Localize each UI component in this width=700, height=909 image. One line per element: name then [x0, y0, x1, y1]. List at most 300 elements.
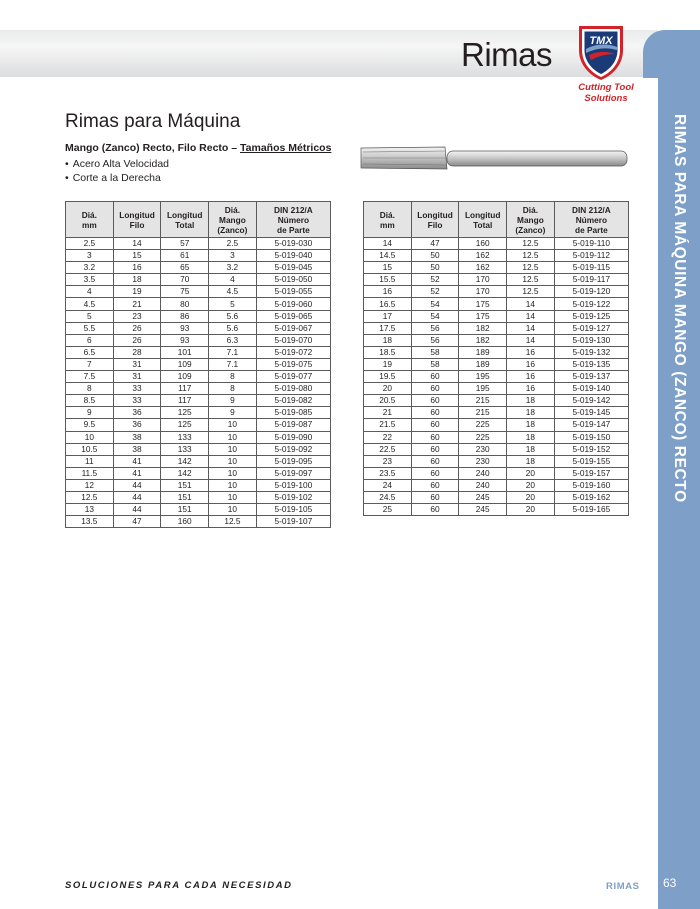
table-cell: 10 [209, 467, 257, 479]
table-cell: 44 [113, 479, 161, 491]
table-cell: 19 [364, 358, 412, 370]
table-cell: 9.5 [66, 419, 114, 431]
table-cell: 5-019-150 [554, 431, 628, 443]
column-header [209, 202, 257, 238]
table-cell: 5.6 [209, 310, 257, 322]
table-cell: 22.5 [364, 443, 412, 455]
table-cell: 5-019-077 [256, 371, 330, 383]
table-cell: 20 [507, 491, 555, 503]
table-cell: 18 [507, 419, 555, 431]
column-header-line: Diá. [379, 209, 395, 220]
page-title: Rimas [460, 36, 552, 73]
table-cell: 11.5 [66, 467, 114, 479]
column-header-line: Filo [129, 219, 145, 230]
column-header-line: Longitud [417, 209, 453, 220]
table-cell: 151 [161, 504, 209, 516]
table-row [66, 504, 331, 516]
table-cell: 7.5 [66, 371, 114, 383]
table-cell: 151 [161, 479, 209, 491]
column-header-line: de Parte [277, 224, 310, 235]
table-cell: 15.5 [364, 274, 412, 286]
table-cell: 18 [113, 274, 161, 286]
table-cell: 28 [113, 346, 161, 358]
table-cell: 10 [66, 431, 114, 443]
table-cell: 21 [113, 298, 161, 310]
table-row [66, 346, 331, 358]
column-header-line: Mango [219, 214, 246, 225]
table-cell: 18 [507, 407, 555, 419]
table-cell: 31 [113, 358, 161, 370]
table-cell: 93 [161, 322, 209, 334]
section-title: Rimas para Máquina [65, 111, 241, 132]
table-cell: 195 [459, 371, 507, 383]
table-cell: 5-019-130 [554, 334, 628, 346]
table-cell: 50 [411, 262, 459, 274]
table-cell: 36 [113, 419, 161, 431]
table-cell: 41 [113, 455, 161, 467]
table-row [66, 298, 331, 310]
table-cell: 60 [411, 419, 459, 431]
table-row [364, 322, 629, 334]
table-cell: 12.5 [507, 262, 555, 274]
table-cell: 20 [507, 467, 555, 479]
table-cell: 4 [209, 274, 257, 286]
table-cell: 22 [364, 431, 412, 443]
table-row [364, 407, 629, 419]
table-cell: 14 [113, 238, 161, 250]
column-header-line: Total [175, 219, 195, 230]
table-cell: 56 [411, 322, 459, 334]
column-header-line: (Zanco) [515, 224, 546, 235]
table-row [364, 310, 629, 322]
sidebar-top-tab [643, 30, 700, 78]
table-cell: 4 [66, 286, 114, 298]
table-cell: 70 [161, 274, 209, 286]
column-header-line: Diá. [81, 209, 97, 220]
section-subtitle [65, 142, 331, 154]
table-cell: 170 [459, 274, 507, 286]
table-cell: 12.5 [507, 274, 555, 286]
table-cell: 20 [507, 479, 555, 491]
table-cell: 16 [507, 358, 555, 370]
table-cell: 215 [459, 407, 507, 419]
table-cell: 16.5 [364, 298, 412, 310]
table-cell: 60 [411, 504, 459, 516]
table-cell: 14 [364, 238, 412, 250]
table-cell: 5-019-112 [554, 250, 628, 262]
table-cell: 182 [459, 334, 507, 346]
table-cell: 10 [209, 491, 257, 503]
column-header-line: mm [81, 219, 97, 230]
table-cell: 16 [113, 262, 161, 274]
table-cell: 20 [507, 504, 555, 516]
table-cell: 17 [364, 310, 412, 322]
column-header [459, 202, 507, 238]
table-cell: 142 [161, 467, 209, 479]
table-cell: 162 [459, 250, 507, 262]
table-cell: 5.5 [66, 322, 114, 334]
table-cell: 125 [161, 407, 209, 419]
table-cell: 86 [161, 310, 209, 322]
table-cell: 12.5 [66, 491, 114, 503]
table-cell: 151 [161, 491, 209, 503]
table-cell: 10 [209, 431, 257, 443]
reamer-drawing-icon [359, 143, 631, 173]
column-header-line: Total [473, 219, 493, 230]
table-cell: 93 [161, 334, 209, 346]
table-cell: 60 [411, 383, 459, 395]
table-cell: 10 [209, 479, 257, 491]
table-row [364, 491, 629, 503]
table-cell: 3.5 [66, 274, 114, 286]
table-cell: 60 [411, 371, 459, 383]
table-cell: 10 [209, 419, 257, 431]
table-cell: 240 [459, 467, 507, 479]
table-row [66, 395, 331, 407]
table-cell: 6.3 [209, 334, 257, 346]
table-cell: 60 [411, 467, 459, 479]
column-header [113, 202, 161, 238]
table-cell: 33 [113, 395, 161, 407]
table-cell: 80 [161, 298, 209, 310]
table-cell: 33 [113, 383, 161, 395]
table-row [364, 346, 629, 358]
table-cell: 9 [209, 407, 257, 419]
table-cell: 19.5 [364, 371, 412, 383]
table-row [66, 262, 331, 274]
table-cell: 14 [507, 322, 555, 334]
table-cell: 16 [507, 346, 555, 358]
table-row [66, 310, 331, 322]
table-cell: 8 [66, 383, 114, 395]
table-row [364, 383, 629, 395]
table-cell: 16 [364, 286, 412, 298]
table-cell: 5-019-087 [256, 419, 330, 431]
table-cell: 5-019-162 [554, 491, 628, 503]
table-cell: 58 [411, 346, 459, 358]
table-cell: 60 [411, 395, 459, 407]
table-cell: 13.5 [66, 516, 114, 528]
table-cell: 47 [113, 516, 161, 528]
table-cell: 5-019-082 [256, 395, 330, 407]
table-row [66, 407, 331, 419]
column-header-line: Diá. [224, 204, 241, 215]
table-cell: 8.5 [66, 395, 114, 407]
table-row [66, 334, 331, 346]
table-cell: 160 [459, 238, 507, 250]
table-row [66, 479, 331, 491]
table-cell: 14 [507, 310, 555, 322]
table-cell: 26 [113, 322, 161, 334]
table-cell: 5 [209, 298, 257, 310]
table-cell: 52 [411, 274, 459, 286]
table-cell: 182 [459, 322, 507, 334]
table-row [66, 250, 331, 262]
table-cell: 189 [459, 346, 507, 358]
table-cell: 230 [459, 443, 507, 455]
table-cell: 5-019-115 [554, 262, 628, 274]
table-cell: 26 [113, 334, 161, 346]
table-cell: 5-019-160 [554, 479, 628, 491]
table-cell: 117 [161, 383, 209, 395]
table-cell: 17.5 [364, 322, 412, 334]
table-cell: 5-019-117 [554, 274, 628, 286]
table-cell: 5-019-120 [554, 286, 628, 298]
table-row [364, 262, 629, 274]
table-cell: 52 [411, 286, 459, 298]
table-cell: 24 [364, 479, 412, 491]
header-band [0, 30, 658, 77]
table-row [364, 455, 629, 467]
column-header-line: Número [575, 214, 608, 225]
table-cell: 245 [459, 491, 507, 503]
table-cell: 12.5 [507, 250, 555, 262]
table-cell: 60 [411, 431, 459, 443]
table-cell: 109 [161, 371, 209, 383]
table-row [364, 298, 629, 310]
table-cell: 5-019-072 [256, 346, 330, 358]
table-cell: 5-019-075 [256, 358, 330, 370]
table-cell: 14 [507, 298, 555, 310]
reamer-table-right [363, 201, 629, 516]
table-row [66, 238, 331, 250]
table-cell: 2.5 [66, 238, 114, 250]
table-cell: 14.5 [364, 250, 412, 262]
table-cell: 5-019-090 [256, 431, 330, 443]
table-row [364, 238, 629, 250]
table-row [66, 467, 331, 479]
feature-item: • Acero Alta Velocidad [65, 157, 169, 171]
table-row [66, 322, 331, 334]
table-cell: 5-019-080 [256, 383, 330, 395]
table-cell: 125 [161, 419, 209, 431]
tagline-line-1: Cutting Tool [578, 82, 634, 93]
footer-section-label: RIMAS [606, 881, 640, 892]
tagline-line-2: Solutions [584, 93, 628, 104]
footer-slogan: SOLUCIONES PARA CADA NECESIDAD [65, 880, 293, 891]
table-cell: 18 [507, 431, 555, 443]
table-cell: 31 [113, 371, 161, 383]
table-row [66, 358, 331, 370]
column-header-line: Filo [427, 219, 443, 230]
column-header [364, 202, 412, 238]
table-cell: 36 [113, 407, 161, 419]
column-header [256, 202, 330, 238]
table-cell: 5-019-060 [256, 298, 330, 310]
table-cell: 7.1 [209, 358, 257, 370]
table-cell: 54 [411, 310, 459, 322]
table-row [66, 431, 331, 443]
table-cell: 5-019-125 [554, 310, 628, 322]
table-cell: 2.5 [209, 238, 257, 250]
feature-item: • Corte a la Derecha [65, 171, 169, 185]
feature-list [65, 157, 169, 185]
table-cell: 3.2 [209, 262, 257, 274]
table-cell: 61 [161, 250, 209, 262]
table-cell: 4.5 [209, 286, 257, 298]
table-cell: 230 [459, 455, 507, 467]
table-cell: 109 [161, 358, 209, 370]
table-cell: 13 [66, 504, 114, 516]
table-cell: 15 [364, 262, 412, 274]
table-cell: 240 [459, 479, 507, 491]
table-cell: 101 [161, 346, 209, 358]
table-cell: 5-019-142 [554, 395, 628, 407]
column-header [411, 202, 459, 238]
table-cell: 21 [364, 407, 412, 419]
table-cell: 23.5 [364, 467, 412, 479]
table-cell: 25 [364, 504, 412, 516]
table-row [66, 286, 331, 298]
table-cell: 20 [364, 383, 412, 395]
column-header-line: DIN 212/A [572, 204, 611, 215]
table-cell: 38 [113, 443, 161, 455]
table-cell: 5-019-030 [256, 238, 330, 250]
table-cell: 12.5 [209, 516, 257, 528]
table-cell: 8 [209, 371, 257, 383]
table-cell: 18 [507, 395, 555, 407]
table-cell: 117 [161, 395, 209, 407]
table-cell: 6.5 [66, 346, 114, 358]
table-cell: 225 [459, 419, 507, 431]
table-cell: 175 [459, 310, 507, 322]
table-cell: 41 [113, 467, 161, 479]
table-cell: 245 [459, 504, 507, 516]
column-header-line: mm [379, 219, 395, 230]
table-header-row [364, 202, 629, 238]
table-cell: 5-019-050 [256, 274, 330, 286]
column-header-line: Diá. [522, 204, 539, 215]
table-cell: 5-019-137 [554, 371, 628, 383]
table-cell: 7 [66, 358, 114, 370]
table-cell: 18.5 [364, 346, 412, 358]
table-cell: 20.5 [364, 395, 412, 407]
table-cell: 65 [161, 262, 209, 274]
subtitle-main: Mango (Zanco) Recto, Filo Recto – [65, 142, 241, 154]
table-cell: 5-019-110 [554, 238, 628, 250]
table-cell: 5-019-165 [554, 504, 628, 516]
table-cell: 7.1 [209, 346, 257, 358]
table-cell: 15 [113, 250, 161, 262]
table-cell: 5.6 [209, 322, 257, 334]
table-cell: 133 [161, 431, 209, 443]
table-cell: 60 [411, 491, 459, 503]
table-cell: 75 [161, 286, 209, 298]
table-cell: 5-019-152 [554, 443, 628, 455]
table-cell: 5-019-070 [256, 334, 330, 346]
table-cell: 21.5 [364, 419, 412, 431]
tmx-logo-icon [577, 20, 625, 82]
table-row [364, 419, 629, 431]
table-cell: 5-019-045 [256, 262, 330, 274]
table-cell: 50 [411, 250, 459, 262]
table-cell: 5-019-157 [554, 467, 628, 479]
table-row [66, 455, 331, 467]
table-cell: 162 [459, 262, 507, 274]
table-cell: 12.5 [507, 286, 555, 298]
table-cell: 3.2 [66, 262, 114, 274]
table-cell: 225 [459, 431, 507, 443]
table-cell: 54 [411, 298, 459, 310]
table-cell: 11 [66, 455, 114, 467]
table-cell: 10.5 [66, 443, 114, 455]
table-cell: 18 [364, 334, 412, 346]
table-cell: 23 [364, 455, 412, 467]
table-row [364, 504, 629, 516]
table-cell: 5-019-122 [554, 298, 628, 310]
table-cell: 60 [411, 455, 459, 467]
column-header-line: Número [277, 214, 310, 225]
table-cell: 142 [161, 455, 209, 467]
column-header [66, 202, 114, 238]
subtitle-underlined: Tamaños Métricos [240, 142, 332, 154]
table-cell: 5-019-132 [554, 346, 628, 358]
sidebar-label: RIMAS PARA MÁQUINA MANGO (ZANCO) RECTO [671, 114, 688, 503]
table-row [66, 371, 331, 383]
table-cell: 175 [459, 298, 507, 310]
table-cell: 5-019-155 [554, 455, 628, 467]
table-cell: 60 [411, 407, 459, 419]
column-header [507, 202, 555, 238]
table-row [364, 286, 629, 298]
column-header-line: DIN 212/A [274, 204, 313, 215]
table-cell: 44 [113, 504, 161, 516]
table-cell: 60 [411, 479, 459, 491]
table-row [66, 516, 331, 528]
table-cell: 12 [66, 479, 114, 491]
table-row [66, 491, 331, 503]
table-cell: 160 [161, 516, 209, 528]
table-cell: 16 [507, 371, 555, 383]
table-cell: 58 [411, 358, 459, 370]
table-cell: 12.5 [507, 238, 555, 250]
table-row [364, 371, 629, 383]
table-cell: 60 [411, 443, 459, 455]
table-cell: 5-019-092 [256, 443, 330, 455]
table-row [364, 334, 629, 346]
table-cell: 5-019-067 [256, 322, 330, 334]
table-cell: 5-019-085 [256, 407, 330, 419]
table-row [364, 274, 629, 286]
column-header-line: Longitud [464, 209, 501, 220]
column-header-line: Longitud [166, 209, 203, 220]
table-cell: 14 [507, 334, 555, 346]
table-cell: 170 [459, 286, 507, 298]
table-row [364, 395, 629, 407]
table-cell: 16 [507, 383, 555, 395]
table-cell: 5-019-140 [554, 383, 628, 395]
table-cell: 44 [113, 491, 161, 503]
table-cell: 5-019-065 [256, 310, 330, 322]
table-cell: 9 [209, 395, 257, 407]
table-cell: 5-019-102 [256, 491, 330, 503]
table-cell: 18 [507, 455, 555, 467]
column-header-line: (Zanco) [217, 224, 248, 235]
table-row [66, 419, 331, 431]
table-cell: 5-019-127 [554, 322, 628, 334]
page-number: 63 [663, 876, 677, 890]
table-row [364, 250, 629, 262]
table-cell: 5-019-097 [256, 467, 330, 479]
column-header [161, 202, 209, 238]
table-header-row [66, 202, 331, 238]
table-row [364, 467, 629, 479]
table-cell: 23 [113, 310, 161, 322]
table-cell: 4.5 [66, 298, 114, 310]
column-header-line: de Parte [575, 224, 608, 235]
table-cell: 47 [411, 238, 459, 250]
table-cell: 189 [459, 358, 507, 370]
